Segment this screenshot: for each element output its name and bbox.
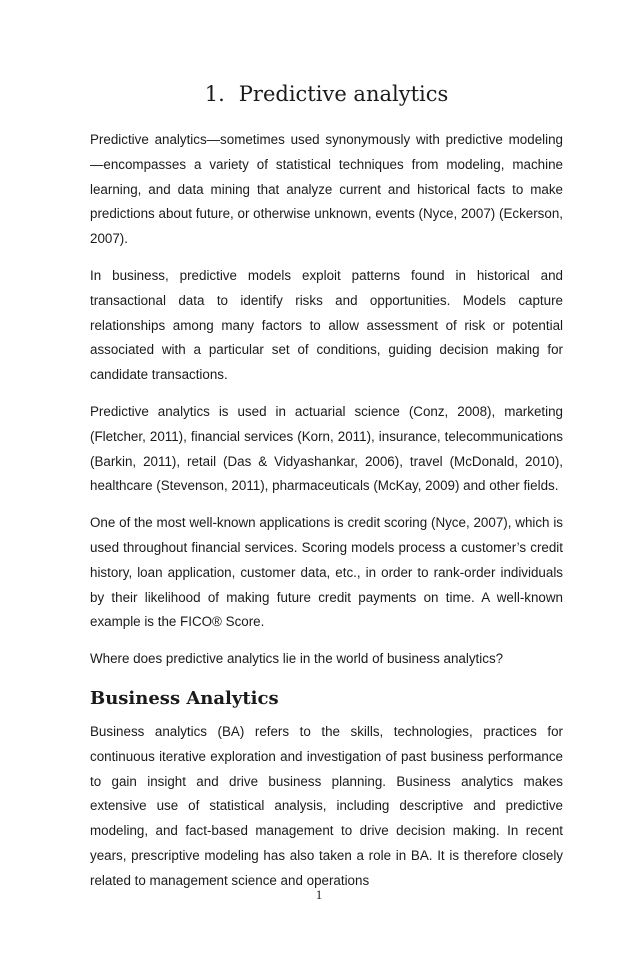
section-title [90, 82, 563, 106]
document-body [90, 128, 563, 906]
section-number: 1. [204, 82, 225, 106]
section-title-text: Predictive analytics [238, 82, 449, 106]
paragraph-business-analytics: Business analytics (BA) refers to the skills, technologies, practices for continuous iterative exploration and investigation of past business performance to gain insight and drive business planning. Business analytics makes extensive use of statistical analysis, including descriptive and predictive modeling, and fact-based management to drive decision making. In recent years, prescriptive modeling has also taken a role in BA. It is therefore closely related to management science and operations [90, 723, 563, 888]
paragraph-credit-scoring: One of the most well-known applications is credit scoring (Nyce, 2007), which is used throughout financial services. Scoring models process a customer’s credit history, loan application, customer data, etc., in order to rank-order individuals by their likelihood of making future credit payments on time. A well-known example is the FICO® Score. [90, 515, 563, 630]
page-number: 1 [315, 887, 323, 902]
paragraph-business: In business, predictive models exploit patterns found in historical and transactional data to identify risks and opportunities. Models capture relationships among many factors to allow assessment of risk or potential associated with a particular set of conditions, guiding decision making for candidate transactions. [90, 267, 563, 383]
paragraph-applications: Predictive analytics is used in actuarial science (Conz, 2008), marketing (Fletcher, 2011), financial services (Korn, 2011), insurance, telecommunications (Barkin, 2011), retail (Das & Vidyashankar, 2006), travel (McDonald, 2010), healthcare (Stevenson, 2011), pharmaceuticals (McKay, 2009) and other fields. [90, 403, 563, 494]
paragraph-question: Where does predictive analytics lie in the world of business analytics? [90, 651, 504, 667]
subsection-heading: Business Analytics [90, 687, 279, 709]
paragraph-intro: Predictive analytics—sometimes used synonymously with predictive modeling—encompasses a variety of statistical techniques from modeling, machine learning, and data mining that analyze current and historical facts to make predictions about future, or otherwise unknown, events (Nyce, 2007) (Eckerson, 2007). [90, 132, 563, 247]
